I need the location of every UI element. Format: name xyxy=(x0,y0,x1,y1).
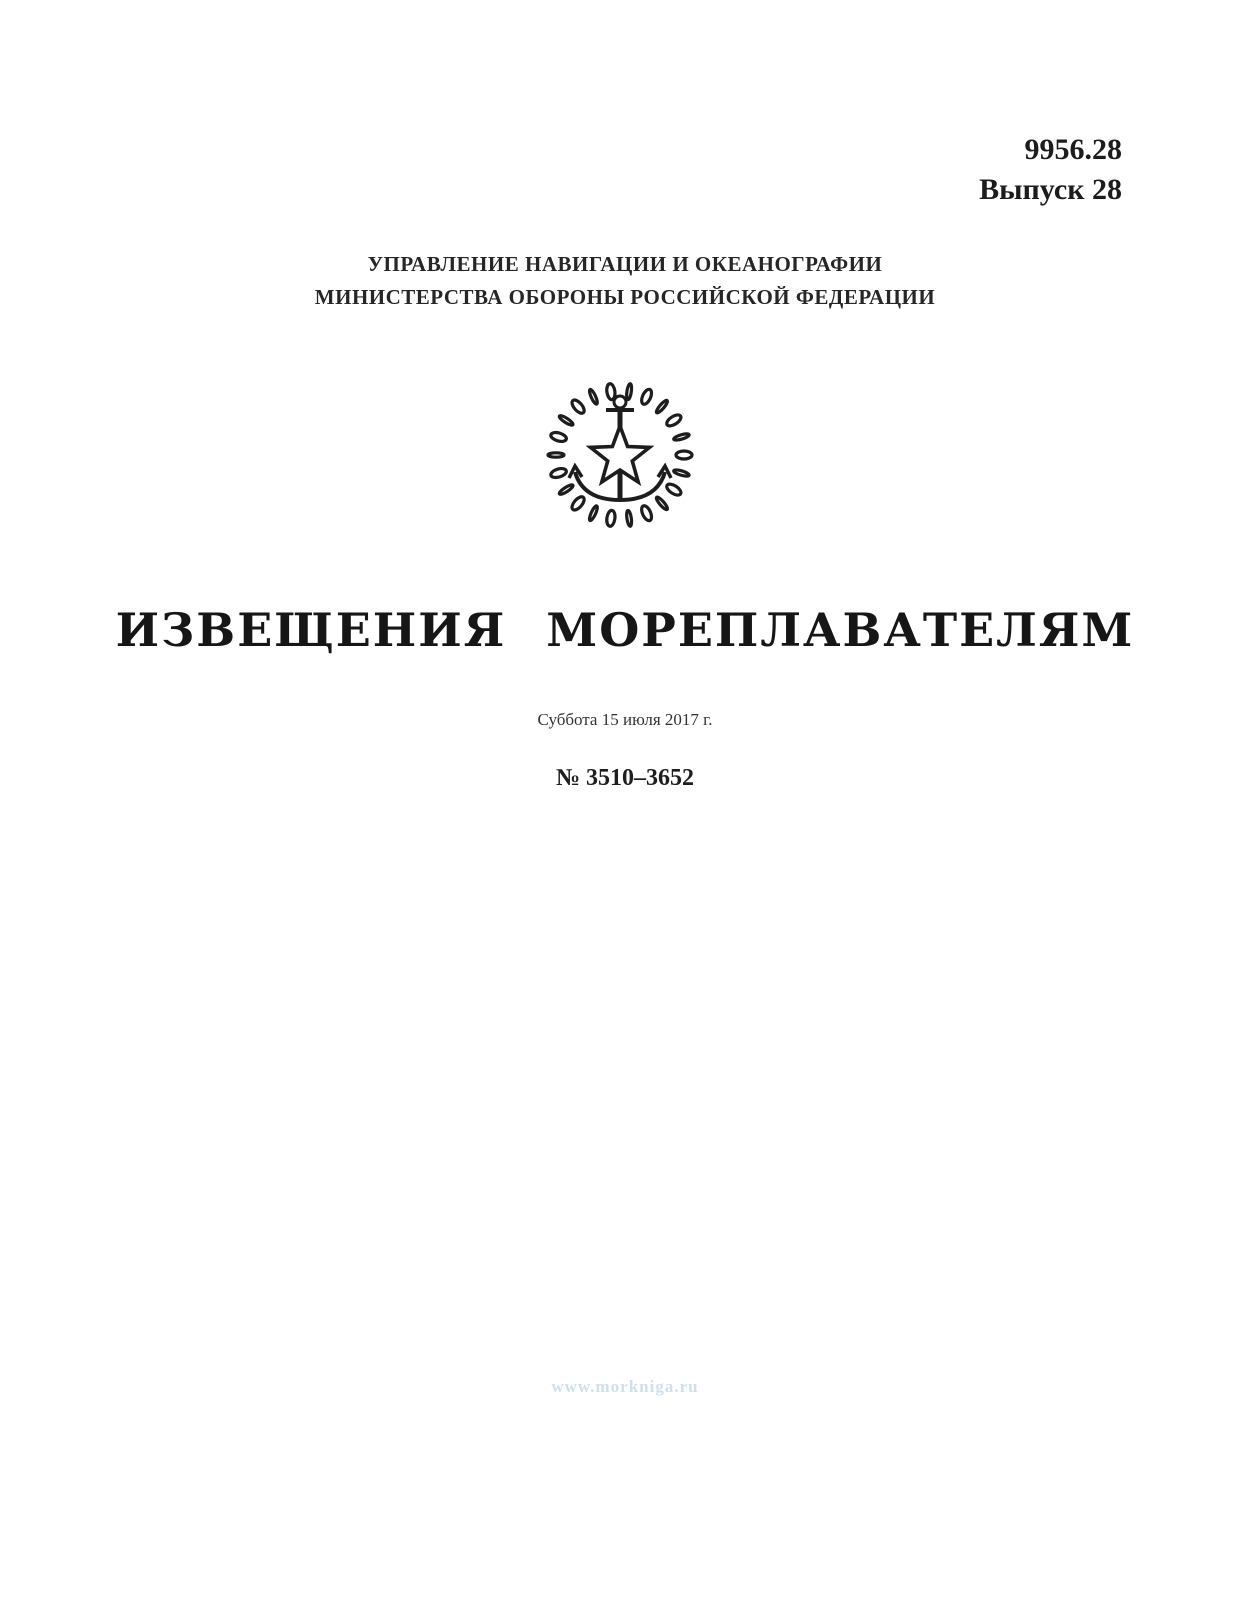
chain-link xyxy=(673,469,690,478)
chain-link xyxy=(558,414,574,426)
chain-link xyxy=(606,510,616,527)
chain-link xyxy=(588,389,599,405)
chain-link xyxy=(640,504,654,522)
chain-link xyxy=(588,505,599,521)
chain-link xyxy=(655,496,669,511)
agency-line-1: УПРАВЛЕНИЕ НАВИГАЦИИ И ОКЕАНОГРАФИИ xyxy=(367,252,883,276)
chain-link xyxy=(676,451,692,459)
document-code: 9956.28 xyxy=(1024,133,1122,166)
chain-link xyxy=(640,388,654,406)
chain-link xyxy=(550,431,568,443)
watermark-text: www.morkniga.ru xyxy=(551,1377,699,1396)
chain-link xyxy=(655,399,669,414)
chain-link xyxy=(665,482,683,497)
agency-line-2: МИНИСТЕРСТВА ОБОРОНЫ РОССИЙСКОЙ ФЕДЕРАЦИИ xyxy=(314,285,936,309)
chain-link xyxy=(550,467,568,479)
main-title: ИЗВЕЩЕНИЯ МОРЕПЛАВАТЕЛЯМ xyxy=(115,603,1135,657)
chain-link xyxy=(548,453,564,457)
agency-header xyxy=(0,248,1250,314)
anchor-star-chain-emblem-icon xyxy=(545,380,695,530)
chain-link xyxy=(626,383,633,399)
chain-link xyxy=(558,483,574,495)
chain-link xyxy=(673,433,690,442)
chain-link xyxy=(626,510,633,526)
issue-date: Суббота 15 июля 2017 г. xyxy=(537,710,713,729)
chain-link xyxy=(570,495,587,512)
chain-link xyxy=(570,398,587,415)
notice-numbers: № 3510–3652 xyxy=(555,765,695,791)
chain-link xyxy=(665,413,683,428)
document-code-block xyxy=(979,130,1122,210)
issue-label: Выпуск 28 xyxy=(979,173,1122,206)
